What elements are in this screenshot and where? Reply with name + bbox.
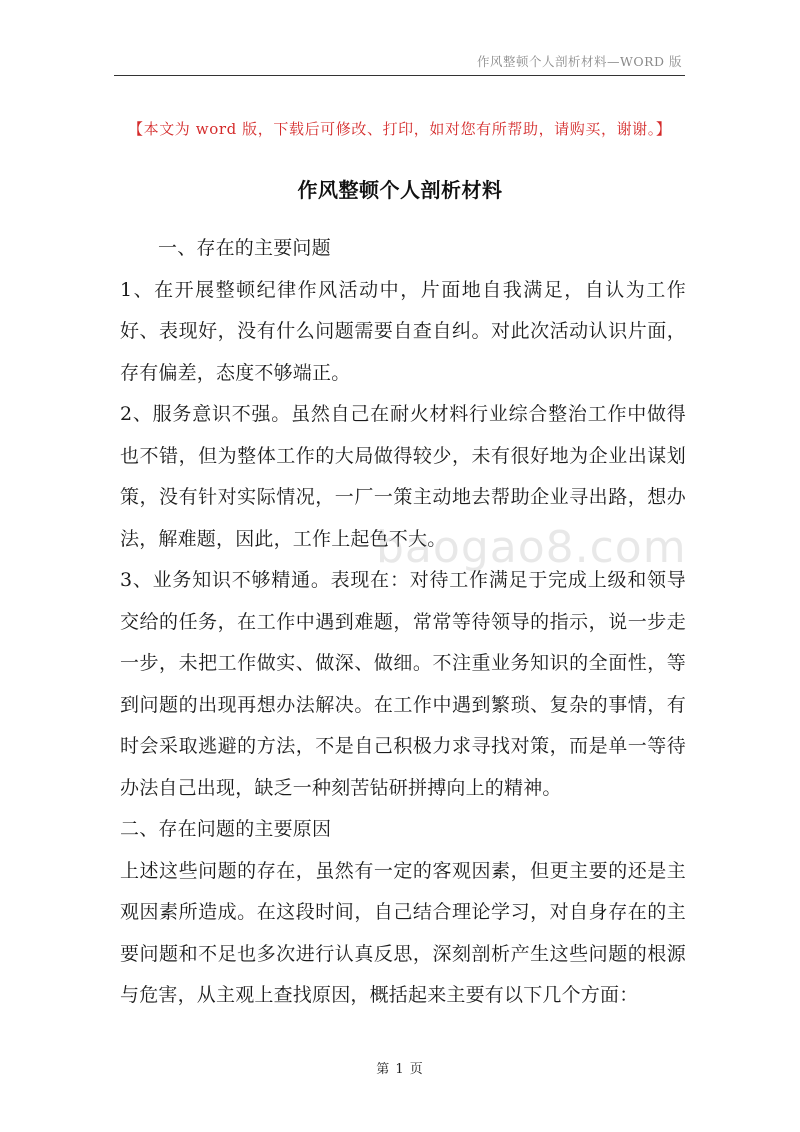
document-body [120, 228, 686, 1017]
header-divider [114, 75, 685, 76]
download-notice: 【本文为 word 版，下载后可修改、打印，如对您有所帮助，请购买，谢谢。】 [128, 120, 672, 138]
paragraph-item-2: 2、服务意识不强。虽然自己在耐火材料行业综合整治工作中做得也不错，但为整体工作的大局做得较少，未有很好地为企业出谋划策，没有针对实际情况，一厂一策主动地去帮助企业寻出路，想办法，解难题，因此，工作上起色不大。 [120, 403, 686, 550]
paragraph-item-3: 3、业务知识不够精通。表现在：对待工作满足于完成上级和领导交给的任务，在工作中遇到难题，常常等待领导的指示，说一步走一步，未把工作做实、做深、做细。不注重业务知识的全面性，等到问题的出现再想办法解决。在工作中遇到繁琐、复杂的事情，有时会采取逃避的方法，不是自己积极力求寻找对策，而是单一等待办法自己出现，缺乏一种刻苦钻研拼搏向上的精神。 [120, 569, 686, 799]
paragraph-item-1: 1、在开展整顿纪律作风活动中，片面地自我满足，自认为工作好、表现好，没有什么问题需要自查自纠。对此次活动认识片面，存有偏差，态度不够端正。 [120, 278, 686, 384]
section-heading-causes: 二、存在问题的主要原因 [120, 818, 332, 840]
section-heading-problems: 一、存在的主要问题 [158, 237, 331, 259]
document-title: 作风整顿个人剖析材料 [297, 178, 503, 202]
page-number: 第 1 页 [376, 1062, 424, 1077]
paragraph-causes: 上述这些问题的存在，虽然有一定的客观因素，但更主要的还是主观因素所造成。在这段时间，自己结合理论学习，对自身存在的主要问题和不足也多次进行认真反思，深刻剖析产生这些问题的根源与危害，从主观上查找原因，概括起来主要有以下几个方面： [120, 859, 686, 1006]
watermark-text: baogao8.com [376, 522, 687, 573]
running-header: 作风整顿个人剖析材料—WORD 版 [476, 54, 682, 69]
